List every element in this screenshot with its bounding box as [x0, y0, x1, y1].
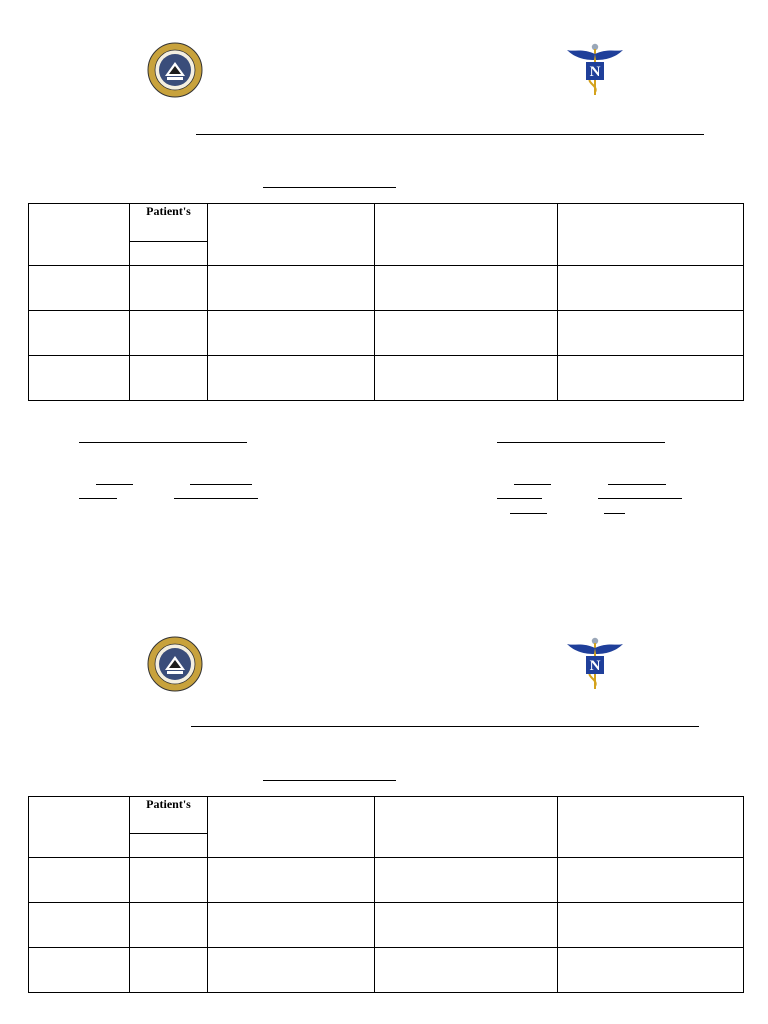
patient-table [28, 203, 744, 401]
table-row [29, 858, 744, 903]
nursing-caduceus-logo [565, 636, 625, 692]
table-row [29, 311, 744, 356]
table-header-cell [208, 797, 375, 858]
table-header-cell [208, 204, 375, 266]
subtitle-line [263, 780, 396, 781]
table-row [29, 903, 744, 948]
table-header-cell [558, 797, 744, 858]
table-row [29, 356, 744, 401]
nursing-caduceus-logo [565, 42, 625, 98]
table-row [29, 266, 744, 311]
title-line [191, 726, 699, 727]
patients-header: Patient's [130, 797, 208, 834]
table-header-cell [375, 204, 558, 266]
title-line [196, 134, 704, 135]
logo-letter: N [589, 64, 601, 80]
college-seal-logo [147, 636, 203, 692]
table-header-subcell [130, 834, 208, 858]
subtitle-line [263, 187, 396, 188]
patients-header: Patient's [130, 204, 208, 242]
table-header-subcell [130, 242, 208, 266]
patient-table [28, 796, 744, 993]
table-header-cell [558, 204, 744, 266]
table-row [29, 948, 744, 993]
logo-letter: N [589, 658, 601, 674]
college-seal-logo [147, 42, 203, 98]
table-header-cell [29, 204, 130, 266]
table-header-cell [375, 797, 558, 858]
table-header-cell [29, 797, 130, 858]
